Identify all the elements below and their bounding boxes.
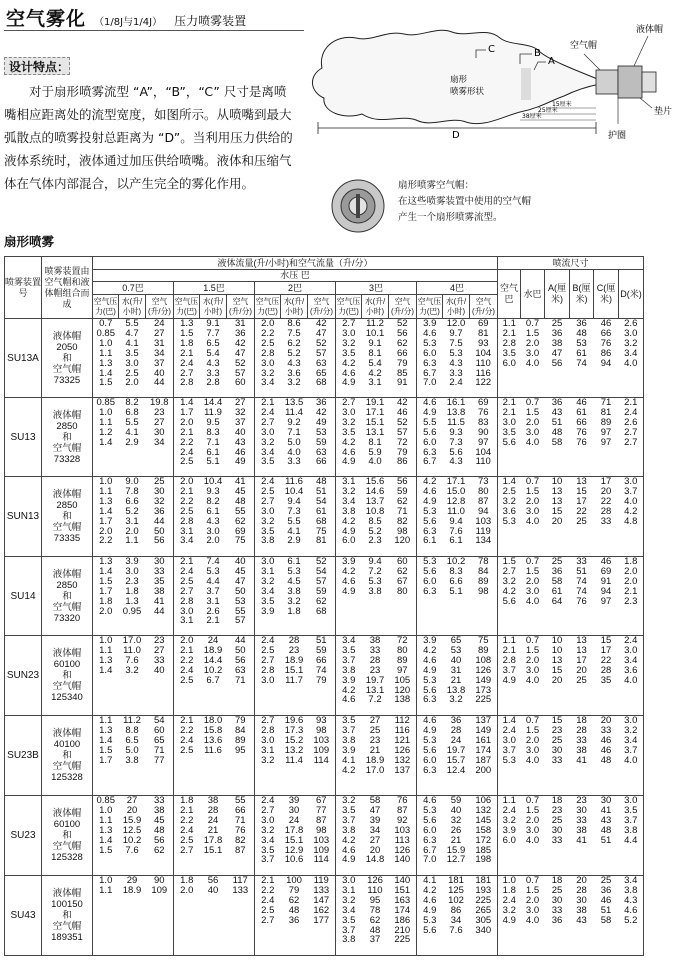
header-sub-water: 水(升/小时): [443, 295, 470, 319]
table-row: [5, 636, 644, 716]
value-cell: 3.5 3.7 3.8 3.9 4.1 4.2: [336, 716, 362, 796]
value-cell: 1.4 1.7 2.0 2.1 2.2 2.4 2.5: [174, 398, 200, 477]
header-sub-air-pressure: 空气压力(巴): [417, 295, 443, 319]
value-cell: 17.1 15.0 12.8 11.0 9.4 7.6 6.1: [443, 477, 470, 557]
header-dim-b: B(厘米): [570, 270, 594, 319]
value-cell: 55 66 71 76 82 87: [227, 796, 255, 876]
label-c: C: [488, 44, 495, 55]
dim-cell: 1.8 2.0 2.0 2.1 2.3: [619, 557, 644, 636]
value-cell: 2.7 3.0 3.2 3.5 4.2 4.6 4.9: [336, 319, 362, 398]
header-sub-air-pressure: 空气压力(巴): [255, 295, 281, 319]
dim-cell: 36 43 51 48 58: [545, 398, 570, 477]
dim-cell: 71 81 89 97 97: [594, 398, 619, 477]
table-row: [5, 319, 644, 398]
label-shape-2: 喷雾形状: [450, 87, 485, 97]
value-cell: 67 77 87 98 103 109 114: [308, 796, 336, 876]
header-pressure: 0.7巴: [93, 282, 174, 295]
value-cell: 2.1 2.2 2.4 2.5: [174, 716, 200, 796]
label-gasket: 垫片: [654, 107, 673, 117]
composition-cell: 液体帽 2850 和 空气帽 73320: [42, 557, 93, 636]
dim-cell: 13 15 17 22 25: [570, 477, 594, 557]
value-cell: 12.0 9.7 7.5 5.3 4.3 3.3 2.4: [443, 319, 470, 398]
header-water-pressure: 水压 巴: [93, 270, 498, 282]
value-cell: 4.6 4.9 5.5 5.6 6.0 6.3 6.7: [417, 398, 443, 477]
value-cell: 5.5 4.7 4.1 3.5 3.0 2.5 2.0: [119, 319, 146, 398]
value-cell: 29 18.9: [119, 876, 146, 956]
model-cell: SU23B: [5, 716, 42, 796]
value-cell: 14.4 11.9 9.5 8.3 7.1 6.1 5.1: [200, 398, 227, 477]
value-cell: 1.3 1.5 1.8 2.1 2.4 2.7 2.8: [174, 319, 200, 398]
table-row: [5, 557, 644, 636]
value-cell: 1.0 1.1 1.3 1.4: [93, 636, 119, 716]
value-cell: 1.1 1.3 1.4 1.5 1.7: [93, 716, 119, 796]
value-cell: 9.4 7.2 5.3 3.8: [362, 557, 389, 636]
value-cell: 18.0 15.8 13.6 11.6: [200, 716, 227, 796]
dim-cell: 1.4 2.4 3.0 3.7 5.3: [498, 716, 521, 796]
value-cell: 51 59 66 74 79: [308, 636, 336, 716]
composition-cell: 液体帽 2850 和 空气帽 73328: [42, 398, 93, 477]
value-cell: 25 30 32 36 44 50 56: [146, 477, 174, 557]
value-cell: 11.2 10.1 9.1 8.1 5.4 4.2 3.1: [362, 319, 389, 398]
value-cell: 59 40 32 26 21 15.9 12.7: [443, 796, 470, 876]
label-shape-1: 扇形: [450, 75, 468, 85]
value-cell: 8.6 7.5 6.2 5.2 4.3 3.6 3.2: [281, 319, 308, 398]
value-cell: 78 84 89 98: [470, 557, 498, 636]
header-sub-water: 水(升/小时): [362, 295, 389, 319]
header-sub-air-pressure: 空气压力(巴): [336, 295, 362, 319]
dim-cell: 2.6 3.0 3.2 3.4 4.0: [619, 319, 644, 398]
value-cell: 2.0 2.2 2.5 2.8 3.0 3.2 3.4: [255, 319, 281, 398]
value-cell: 126 110 95 78 62 48 37: [362, 876, 389, 956]
header-pressure: 2巴: [255, 282, 336, 295]
dim-cell: 0.7 1.5 2.0 3.0 4.0: [521, 319, 545, 398]
label-25cm: 25厘米: [538, 107, 558, 114]
value-cell: 60 62 67 80: [389, 557, 417, 636]
value-cell: 13.5 11.4 9.2 7.1 5.0 4.0 3.3: [281, 398, 308, 477]
value-cell: 137 149 161 174 187 200: [470, 716, 498, 796]
value-cell: 56 59 62 71 82 98 120: [389, 477, 417, 557]
value-cell: 3.0 3.1 3.2 3.4 3.5 3.9: [255, 557, 281, 636]
header-dim-d: D(米): [619, 270, 644, 319]
header-sub-water: 水(升/小时): [119, 295, 146, 319]
value-cell: 75 89 108 126 149 173 225: [470, 636, 498, 716]
header-flow: 液体流量(升/小时)和空气流量（升/分）: [93, 257, 498, 270]
header-sub-air: 空气(升/分): [227, 295, 255, 319]
value-cell: 27 32 37 40 43 46 49: [227, 398, 255, 477]
value-cell: 31 36 42 47 52 57 60: [227, 319, 255, 398]
caption-line: 产生一个扇形喷雾流型。: [398, 212, 503, 223]
value-cell: 42 47 52 57 63 65 68: [308, 319, 336, 398]
leader-gasket: [640, 98, 652, 108]
dim-cell: 1.0 1.8 2.4 3.2 4.9: [498, 876, 521, 956]
dim-cell: 0.7 1.5 2.0 3.0 4.0: [521, 636, 545, 716]
value-cell: 44 50 56 63 71: [227, 636, 255, 716]
value-cell: 76 87 92 103 113 126 140: [389, 796, 417, 876]
model-cell: SU23: [5, 796, 42, 876]
table-row: [5, 477, 644, 557]
features-label: 设计特点：: [4, 57, 70, 75]
value-cell: 3.9 3.0 2.3 1.8 1.3 0.95: [119, 557, 146, 636]
value-cell: 3.2 3.5 3.7 3.8 4.2 4.6 4.9: [336, 796, 362, 876]
dim-cell: 30 41 43 48 51: [594, 796, 619, 876]
air-cap-photo: [326, 176, 390, 236]
value-cell: 1.0 1.1: [93, 876, 119, 956]
value-cell: 3.9 4.2 4.6 4.9: [336, 557, 362, 636]
dim-cell: 1.1 2.4 3.2 3.9 6.0: [498, 796, 521, 876]
value-cell: 2.1 2.4 2.5 2.7 2.8 3.0 3.1: [174, 557, 200, 636]
leader-liquid-cap: [634, 36, 648, 66]
spray-diagram: [300, 16, 698, 154]
dim-cell: 0.7 1.5 2.0 3.0 4.0: [521, 557, 545, 636]
value-cell: 8.2 6.8 5.5 4.1 2.9: [119, 398, 146, 477]
header-dims: 喷流尺寸: [498, 257, 644, 270]
table-row: [5, 796, 644, 876]
label-15cm: 15厘米: [552, 101, 572, 108]
value-cell: 19.1 17.1 15.1 13.1 8.1 5.9 4.0: [362, 398, 389, 477]
value-cell: 7.4 5.3 4.4 3.7 3.1 2.6 2.1: [200, 557, 227, 636]
value-cell: 69 81 93 104 110 116 122: [470, 319, 498, 398]
value-cell: 6.1 5.3 4.5 3.8 3.2 1.8: [281, 557, 308, 636]
value-cell: 11.2 8.8 6.5 5.0 3.8: [119, 716, 146, 796]
title-main: 空气雾化: [6, 8, 87, 30]
value-cell: 38 28 24 21 17.8 15.1: [200, 796, 227, 876]
value-cell: 10.2 8.3 6.6 5.1: [443, 557, 470, 636]
value-cell: 3.9 4.6 5.3 6.0 6.3 6.7 7.0: [417, 319, 443, 398]
header-sub-air-pressure: 空气压力(巴): [93, 295, 119, 319]
dim-cell: 46 69 91 94 97: [594, 557, 619, 636]
dim-cell: 10 10 13 15 20: [545, 636, 570, 716]
header-model: 喷雾装置号: [5, 257, 42, 319]
header-pressure: 1.5巴: [174, 282, 255, 295]
value-cell: 2.4 2.7 3.0 3.2 3.4 3.5 3.7: [255, 796, 281, 876]
dim-cell: 1.5 2.7 3.2 4.2 5.6: [498, 557, 521, 636]
features-paragraph: 对于扇形喷雾流型 “A”，“B”，“C” 尺寸是离喷嘴相应距离处的流型宽度，如图所示。从喷嘴到最大弧散点的喷雾投射总距离为 “D”。当利用压力供给的液体系统时，液体通过加压供给喷嘴。液体和压缩气体在气体内部混合，以产生完全的雾化作用。: [4, 84, 293, 191]
dim-cell: 18 25 30 33 36: [545, 876, 570, 956]
value-cell: 0.85 1.0 1.1 1.3 1.4 1.5: [93, 796, 119, 876]
value-cell: 2.4 2.5 2.7 2.8 3.0: [255, 636, 281, 716]
model-cell: SU43: [5, 876, 42, 956]
value-cell: 28 23 18.9 15.1 11.7: [281, 636, 308, 716]
value-cell: 10.4 9.3 8.2 6.1 4.3 3.0 2.0: [200, 477, 227, 557]
value-cell: 4.6 4.9 5.3 5.6 6.0 6.3: [417, 716, 443, 796]
value-cell: 73 80 87 94 103 119 134: [470, 477, 498, 557]
spec-table: [4, 256, 644, 956]
table-row: [5, 716, 644, 796]
composition-cell: 液体帽 60100 和 空气帽 125328: [42, 796, 93, 876]
value-cell: 4.2 4.6 4.9 5.3 5.6 6.3 6.1: [417, 477, 443, 557]
caption-line: 扇形喷雾空气帽：: [398, 180, 475, 191]
header-dim-water: 水巴: [521, 270, 545, 319]
dim-cell: 23 30 33 38 41: [570, 796, 594, 876]
value-cell: 36 28 24 19.7 15.7 12.4: [443, 716, 470, 796]
composition-cell: 液体帽 2850 和 空气帽 73335: [42, 477, 93, 557]
value-cell: 48 51 54 61 68 75 81: [308, 477, 336, 557]
value-cell: 119 133 147 162 177: [308, 876, 336, 956]
dim-cell: 13 13 17 20 25: [570, 636, 594, 716]
dim-cell: 46 61 66 76 76: [570, 398, 594, 477]
value-cell: 93 98 103 109 114: [308, 716, 336, 796]
dim-cell: 10 13 13 15 20: [545, 477, 570, 557]
value-cell: 11.6 10.4 9.4 7.3 5.5 4.1 2.9: [281, 477, 308, 557]
dim-cell: 0.7 1.5 2.0 3.0 4.0: [521, 716, 545, 796]
header-sub-air: 空气(升/分): [470, 295, 498, 319]
label-d: D: [452, 130, 460, 141]
table-row: [5, 398, 644, 477]
dim-cell: 46 66 76 86 94: [594, 319, 619, 398]
value-cell: 2.0 2.1 2.2 2.4 2.5: [174, 636, 200, 716]
value-cell: 42 46 52 57 72 79 86: [389, 398, 417, 477]
value-cell: 17.0 11.0 7.6 3.2: [119, 636, 146, 716]
label-38cm: 38厘米: [522, 113, 542, 120]
nozzle-fitting: [642, 72, 656, 92]
value-cell: 0.85 1.0 1.1 1.2 1.4: [93, 398, 119, 477]
dim-cell: 15 17 22 28 35: [594, 636, 619, 716]
value-cell: 1.8 2.0: [174, 876, 200, 956]
mist-band: [521, 68, 531, 100]
dim-cell: 3.0 3.7 4.0 4.2 4.8: [619, 477, 644, 557]
title-category: 压力喷雾装置: [174, 14, 247, 28]
value-cell: 58 47 39 34 27 20 14.8: [362, 796, 389, 876]
value-cell: 38 33 28 23 19.7 13.1 7.2: [362, 636, 389, 716]
dim-cell: 20 28 30 38 43: [570, 876, 594, 956]
label-air-cap: 空气帽: [570, 41, 598, 51]
value-cell: 1.0 1.1 1.3 1.4 1.7 2.0 2.2: [93, 477, 119, 557]
dim-cell: 1.1 2.1 2.8 3.7 4.9: [498, 636, 521, 716]
value-cell: 9.0 7.8 6.6 5.2 3.1 2.0 1.1: [119, 477, 146, 557]
header-dim-a: A(厘米): [545, 270, 570, 319]
value-cell: 3.0 3.1 3.2 3.4 3.5 3.7 3.8: [336, 876, 362, 956]
dim-cell: 17 20 22 28 33: [594, 477, 619, 557]
value-cell: 27 25 23 21 18.9 17.0: [362, 716, 389, 796]
header-sub-air: 空气(升/分): [308, 295, 336, 319]
dim-cell: 0.7 1.5 2.0 3.0 4.0: [521, 398, 545, 477]
value-cell: 2.1 2.2 2.4 2.5 2.7: [255, 876, 281, 956]
label-liquid-cap: 液体帽: [636, 25, 664, 35]
value-cell: 40 45 47 50 53 55 57: [227, 557, 255, 636]
air-cap-caption: [398, 178, 598, 226]
dim-cell: 18 23 25 30 33: [545, 796, 570, 876]
value-cell: 2.0 2.1 2.2 2.5 2.8 3.1 3.4: [174, 477, 200, 557]
value-cell: 19.8 23 27 30 34: [146, 398, 174, 477]
label-a: A: [548, 56, 555, 67]
value-cell: 1.8 2.1 2.2 2.4 2.5 2.7: [174, 796, 200, 876]
dim-cell: 2.1 2.4 2.6 2.7 2.7: [619, 398, 644, 477]
header-sub-air-pressure: 空气压力(巴): [174, 295, 200, 319]
composition-cell: 液体帽 40100 和 空气帽 125328: [42, 716, 93, 796]
value-cell: 41 45 48 55 62 69 75: [227, 477, 255, 557]
value-cell: 1.3 1.4 1.5 1.7 1.8 2.0: [93, 557, 119, 636]
nozzle-body: [618, 66, 642, 98]
value-cell: 5.3 5.6 6.0 6.3: [417, 557, 443, 636]
dim-cell: 2.4 3.0 3.4 3.6 4.0: [619, 636, 644, 716]
dim-cell: 2.1 2.1 3.0 3.5 5.6: [498, 398, 521, 477]
label-guard: 护圈: [608, 131, 627, 141]
header-dim-c: C(厘米): [594, 270, 619, 319]
value-cell: 0.7 0.85 1.0 1.1 1.3 1.4 1.5: [93, 319, 119, 398]
title-sub: （1/8J与1/4J）: [94, 17, 163, 28]
value-cell: 2.7 3.0 3.2 3.5 4.2 4.6 4.9: [336, 398, 362, 477]
model-cell: SUN13: [5, 477, 42, 557]
value-cell: 72 80 89 97 105 120 138: [389, 636, 417, 716]
dim-cell: 20 33 46 46 48: [594, 716, 619, 796]
value-cell: 140 151 163 174 186 210 225: [389, 876, 417, 956]
nozzle-cap: [596, 70, 618, 94]
value-cell: 112 116 121 126 132 137: [389, 716, 417, 796]
dim-cell: 3.0 3.2 3.4 3.7 4.0: [619, 716, 644, 796]
value-cell: 54 60 65 71 77: [146, 716, 174, 796]
value-cell: 36 42 49 53 59 63 66: [308, 398, 336, 477]
header-sub-water: 水(升/小时): [200, 295, 227, 319]
dim-cell: 1.4 2.5 3.2 3.6 5.3: [498, 477, 521, 557]
value-cell: 24 27 31 34 37 40 44: [146, 319, 174, 398]
value-cell: 33 38 45 48 56 62: [146, 796, 174, 876]
value-cell: 100 79 62 48 36: [281, 876, 308, 956]
header-dim-air: 空气巴: [498, 270, 521, 319]
header-pressure: 3巴: [336, 282, 417, 295]
model-cell: SUN23: [5, 636, 42, 716]
value-cell: 3.4 3.5 3.7 3.8 3.9 4.2 4.6: [336, 636, 362, 716]
value-cell: 69 76 83 90 97 104 110: [470, 398, 498, 477]
value-cell: 3.1 3.2 3.4 3.8 4.2 4.9 6.0: [336, 477, 362, 557]
value-cell: 4.1 4.2 4.6 4.9 5.3 5.6: [417, 876, 443, 956]
dim-cell: 1.1 2.1 2.8 3.5 6.0: [498, 319, 521, 398]
value-cell: 39 30 24 17.8 15.1 12.9 10.6: [281, 796, 308, 876]
composition-cell: 液体帽 100150 和 空气帽 189351: [42, 876, 93, 956]
value-cell: 27 20 15.9 12.5 10.2 7.6: [119, 796, 146, 876]
value-cell: 24 18.9 14.4 10.2 6.7: [200, 636, 227, 716]
header-sub-water: 水(升/小时): [281, 295, 308, 319]
header-sub-air: 空气(升/分): [389, 295, 417, 319]
value-cell: 9.1 7.7 6.5 5.4 4.3 3.3 2.8: [200, 319, 227, 398]
dim-cell: 15 23 25 30 33: [545, 716, 570, 796]
value-cell: 52 56 62 66 79 85 91: [389, 319, 417, 398]
value-cell: 56 40: [200, 876, 227, 956]
page-title: [6, 4, 246, 31]
composition-cell: 液体帽 2050 和 空气帽 73325: [42, 319, 93, 398]
model-cell: SU13: [5, 398, 42, 477]
caption-line: 在这些喷雾装置中使用的空气帽: [398, 196, 532, 207]
dim-cell: 0.7 1.5 2.0 3.0 4.0: [521, 876, 545, 956]
value-cell: 4.6 5.3 5.6 6.0 6.3 6.7 7.0: [417, 796, 443, 876]
value-cell: 16.1 13.8 11.5 9.3 7.3 5.6 4.3: [443, 398, 470, 477]
dim-cell: 25 36 38 47 56: [545, 319, 570, 398]
dim-cell: 18 28 33 38 41: [570, 716, 594, 796]
value-cell: 181 125 102 86 34 7.6: [443, 876, 470, 956]
dim-cell: 0.7 1.5 2.0 3.0 4.0: [521, 477, 545, 557]
value-cell: 117 133: [227, 876, 255, 956]
label-b: B: [534, 48, 541, 59]
dim-cell: 33 51 74 74 76: [570, 557, 594, 636]
leader-air-cap: [584, 54, 600, 70]
value-cell: 181 193 225 265 305 340: [470, 876, 498, 956]
table-row: [5, 876, 644, 956]
composition-cell: 液体帽 60100 和 空气帽 125340: [42, 636, 93, 716]
value-cell: 23 27 33 40: [146, 636, 174, 716]
value-cell: 30 33 35 38 41 44: [146, 557, 174, 636]
dim-cell: 25 36 46 51 58: [594, 876, 619, 956]
header-sub-air: 空气(升/分): [146, 295, 174, 319]
value-cell: 2.1 2.4 2.7 3.0 3.2 3.4 3.5: [255, 398, 281, 477]
value-cell: 90 109: [146, 876, 174, 956]
section-title: 扇形喷雾: [4, 234, 55, 249]
value-cell: 19.6 17.3 15.2 13.2 11.4: [281, 716, 308, 796]
header-pressure: 4巴: [417, 282, 498, 295]
dim-cell: 3.4 3.8 4.3 4.6 5.2: [619, 876, 644, 956]
value-cell: 79 84 89 95: [227, 716, 255, 796]
title-rule: [4, 30, 304, 31]
dim-cell: 0.7 1.5 2.0 3.0 4.0: [521, 796, 545, 876]
value-cell: 65 53 40 31 21 13.8 3.2: [443, 636, 470, 716]
value-cell: 15.6 14.6 13.7 10.8 8.5 5.2 2.3: [362, 477, 389, 557]
value-cell: 3.9 4.2 4.6 4.9 5.3 5.6 6.3: [417, 636, 443, 716]
dim-cell: 36 48 53 61 74: [570, 319, 594, 398]
value-cell: 2.7 2.8 3.0 3.1 3.2: [255, 716, 281, 796]
value-cell: 106 132 145 158 172 185 198: [470, 796, 498, 876]
header-composition: 喷雾装置由空气帽和液体帽组合而成: [42, 257, 93, 319]
value-cell: 2.4 2.5 2.7 3.0 3.2 3.5 3.8: [255, 477, 281, 557]
dim-cell: 3.0 3.5 3.7 3.8 4.4: [619, 796, 644, 876]
value-cell: 52 54 57 59 62 68: [308, 557, 336, 636]
model-cell: SU14: [5, 557, 42, 636]
model-cell: SU13A: [5, 319, 42, 398]
dim-cell: 25 36 58 61 64: [545, 557, 570, 636]
